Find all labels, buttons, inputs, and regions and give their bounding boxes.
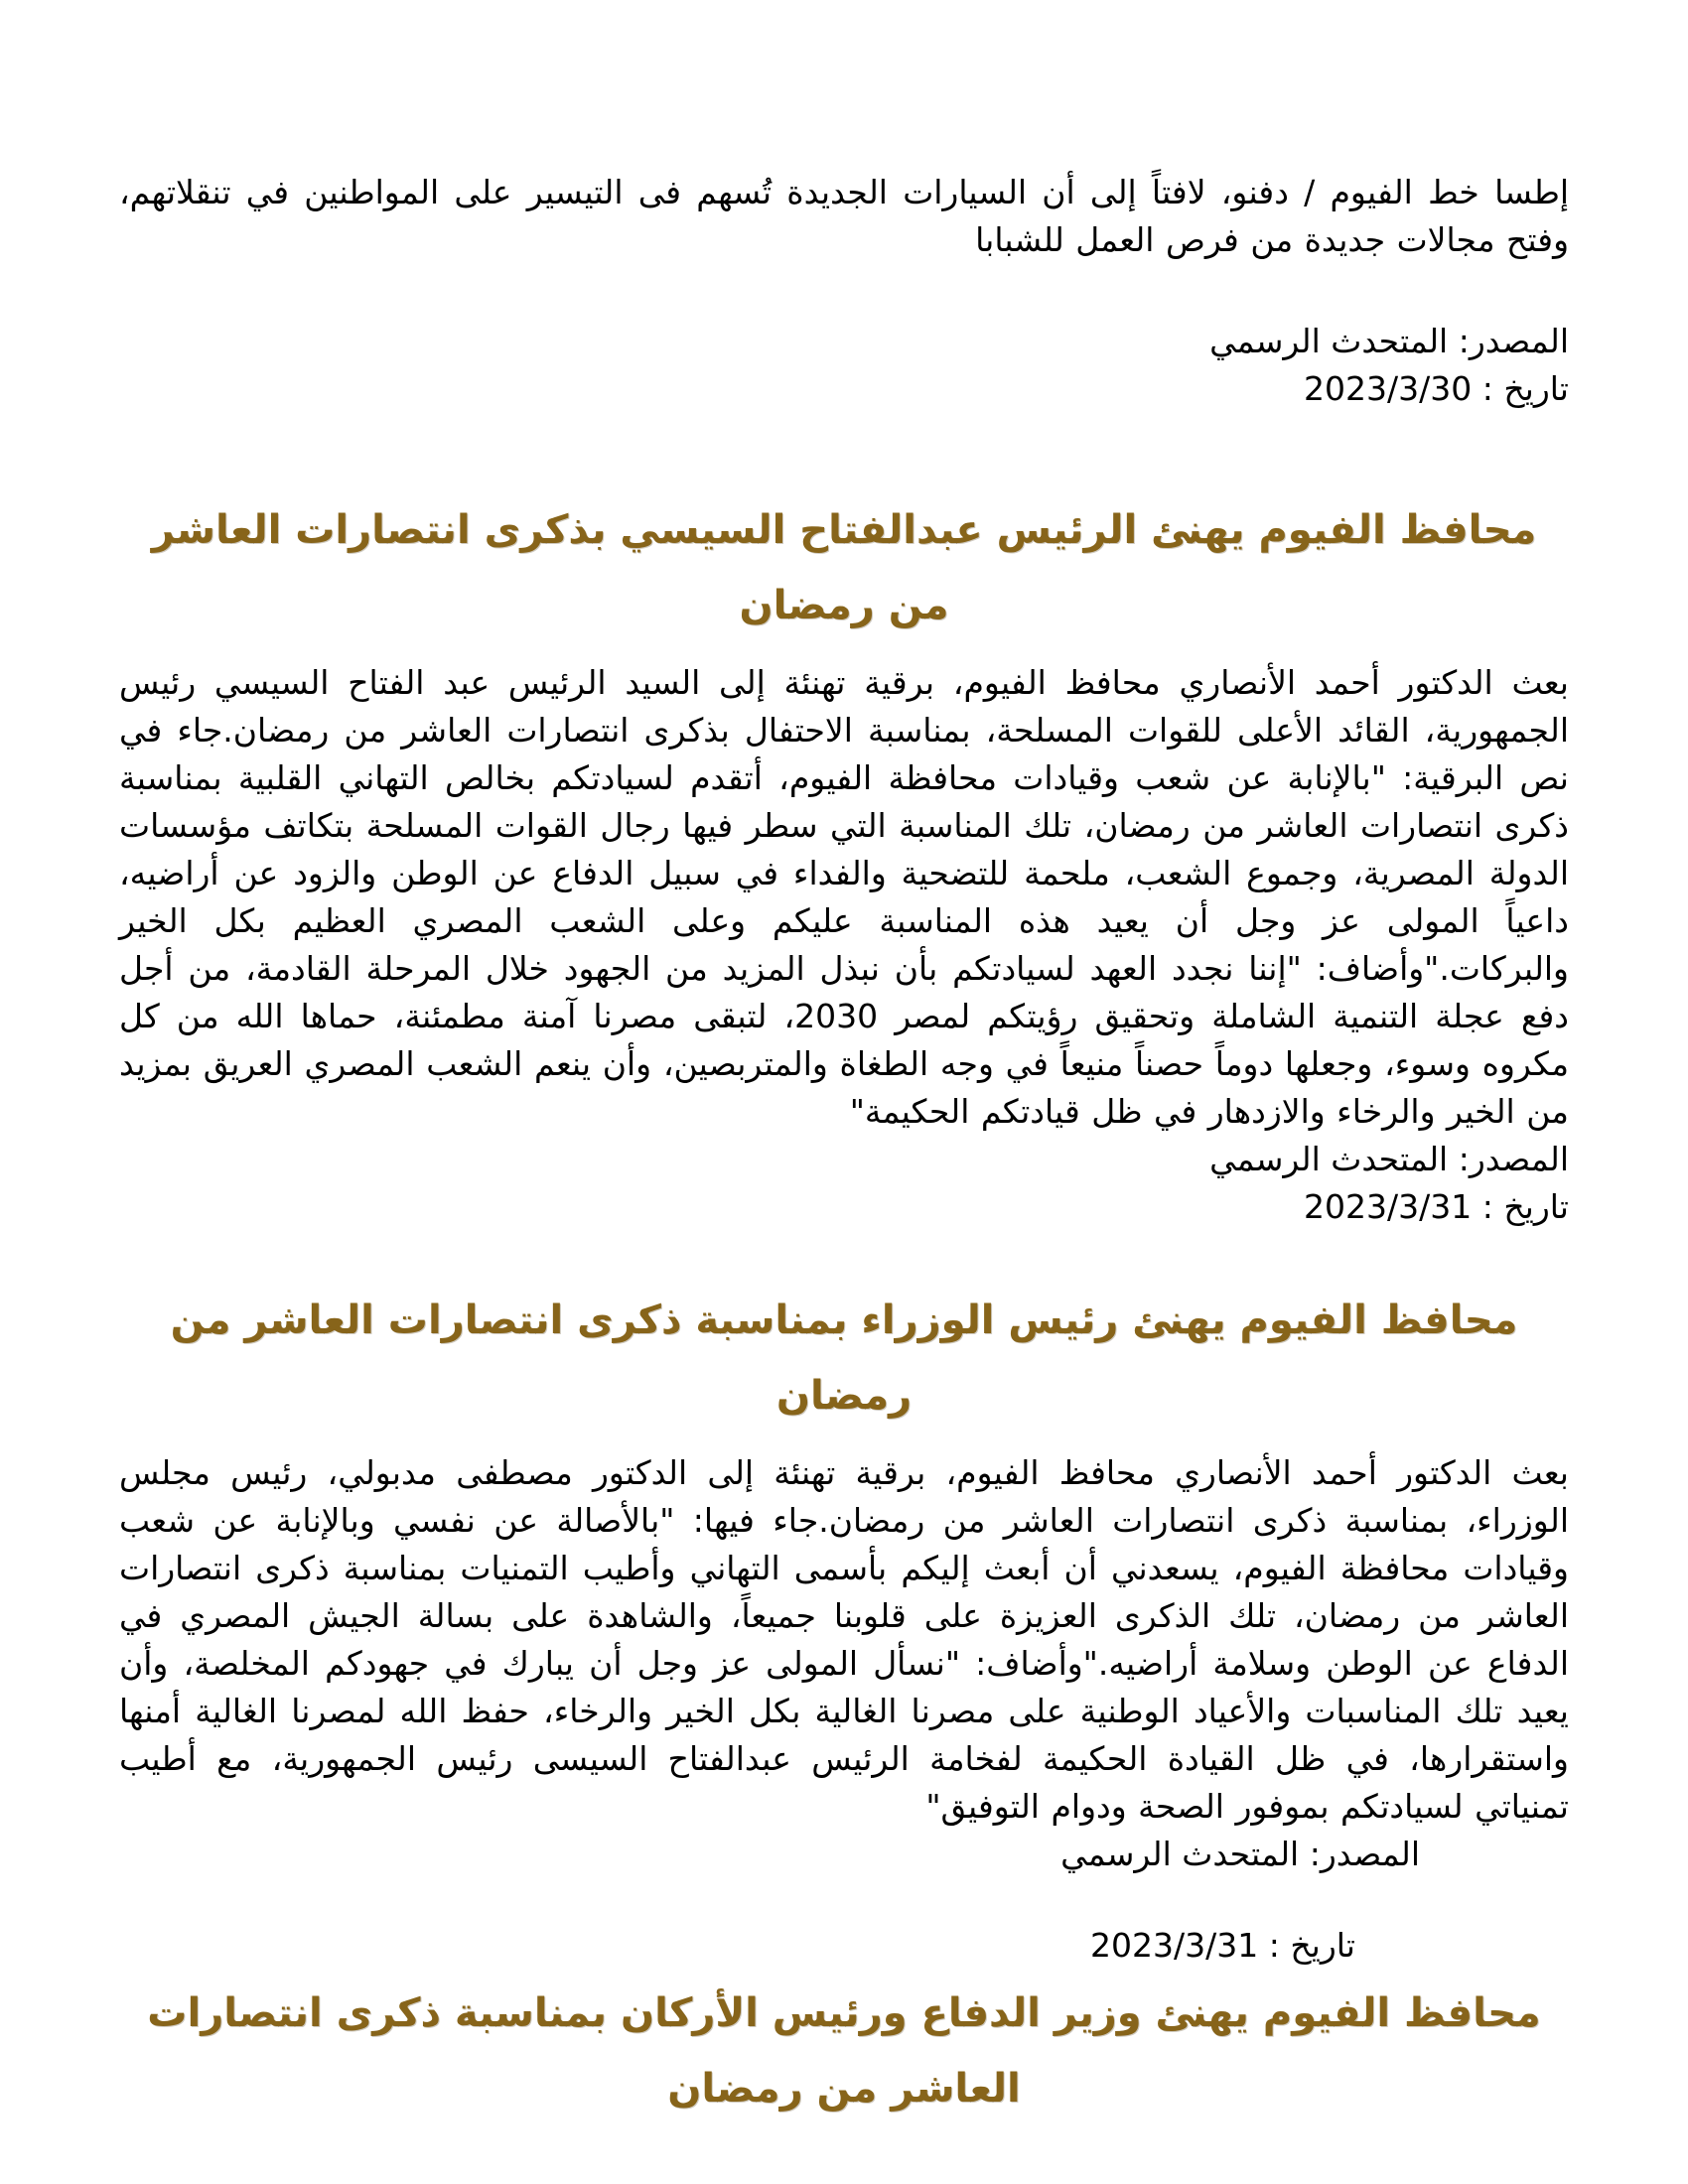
article-2-body: بعث الدكتور أحمد الأنصاري محافظ الفيوم، برقية تهنئة إلى الدكتور مصطفى مدبولي، رئيس مجلس الوزراء، بمناسبة ذكرى انتصارات العاشر من رمضان.جاء فيها: "بالأصالة عن نفسي وبالإنابة عن شعب وقيادات محافظة الفيوم، يسعدني أن أبعث إليكم بأسمى التهاني وأطيب التمنيات بمناسبة ذكرى انتصارات العاشر من رمضان، تلك الذكرى العزيزة على قلوبنا جميعاً، والشاهدة على بسالة الجيش المصري في الدفاع عن الوطن وسلامة أراضيه."وأضاف: "نسأل المولى عز وجل أن يبارك في جهودكم المخلصة، وأن يعيد تلك المناسبات والأعياد الوطنية على مصرنا الغالية بكل الخير والرخاء، حفظ الله لمصرنا الغالية أمنها واستقرارها، في ظل القيادة الحكيمة لفخامة الرئيس عبدالفتاح السيسى رئيس الجمهورية، مع أطيب تمنياتي لسيادتكم بموفور الصحة ودوام التوفيق" — [119, 1453, 1569, 1826]
date-line-intro: تاريخ : 2023/3/30 — [1304, 369, 1569, 408]
article-3-heading: محافظ الفيوم يهنئ وزير الدفاع ورئيس الأركان بمناسبة ذكرى انتصارات العاشر من رمضان — [147, 1990, 1541, 2112]
source-date-block-intro — [119, 318, 1569, 413]
article-1-heading: محافظ الفيوم يهنئ الرئيس عبدالفتاح السيسي بذكرى انتصارات العاشر من رمضان — [151, 507, 1537, 628]
article-1-body: بعث الدكتور أحمد الأنصاري محافظ الفيوم، برقية تهنئة إلى السيد الرئيس عبد الفتاح السيسي رئيس الجمهورية، القائد الأعلى للقوات المسلحة، بمناسبة الاحتفال بذكرى انتصارات العاشر من رمضان.جاء في نص البرقية: "بالإنابة عن شعب وقيادات محافظة الفيوم، أتقدم لسيادتكم بخالص التهاني القلبية بمناسبة ذكرى انتصارات العاشر من رمضان، تلك المناسبة التي سطر فيها رجال القوات المسلحة بتكاتف مؤسسات الدولة المصرية، وجموع الشعب، ملحمة للتضحية والفداء في سبيل الدفاع عن الوطن والزود عن أراضيه، داعياً المولى عز وجل أن يعيد هذه المناسبة عليكم وعلى الشعب المصري العظيم بكل الخير والبركات."وأضاف: "إننا نجدد العهد لسيادتكم بأن نبذل المزيد من الجهود خلال المرحلة القادمة، من أجل دفع عجلة التنمية الشاملة وتحقيق رؤيتكم لمصر 2030، لتبقى مصرنا آمنة مطمئنة، حماها الله من كل مكروه وسوء، وجعلها دوماً حصناً منيعاً في وجه الطغاة والمتربصين، وأن ينعم الشعب المصري العريق بمزيد من الخير والرخاء والازدهار في ظل قيادتكم الحكيمة" — [119, 663, 1569, 1131]
date-line-article-2: تاريخ : 2023/3/31 — [1090, 1926, 1355, 1965]
article-2-heading: محافظ الفيوم يهنئ رئيس الوزراء بمناسبة ذكرى انتصارات العاشر من رمضان — [170, 1297, 1518, 1419]
source-line-article-1: المصدر: المتحدث الرسمي — [1209, 1140, 1569, 1178]
source-line-article-2: المصدر: المتحدث الرسمي — [1060, 1835, 1420, 1873]
source-line-intro: المصدر: المتحدث الرسمي — [1209, 322, 1569, 360]
date-line-article-1: تاريخ : 2023/3/31 — [1304, 1187, 1569, 1226]
intro-paragraph: إطسا خط الفيوم / دفنو، لافتاً إلى أن السيارات الجديدة تُسهم فى التيسير على المواطنين في تنقلاتهم، وفتح مجالات جديدة من فرص العمل للشبابا — [119, 173, 1569, 259]
